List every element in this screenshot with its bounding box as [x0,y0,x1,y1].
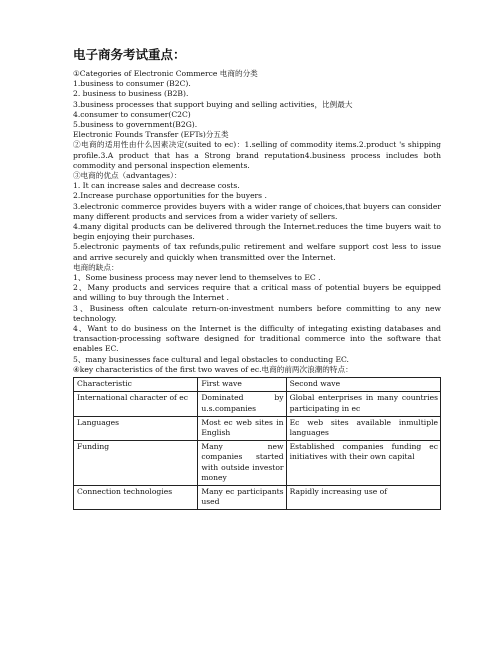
list-item: 4.consumer to consumer(C2C) [73,109,191,119]
table-cell: Rapidly increasing use of [286,485,440,509]
table-cell: Many ec participants used [198,485,286,509]
table-cell: Ec web sites available inmultiple languages [286,416,440,440]
table-row [74,416,441,440]
section-heading: 电商的缺点： [73,262,119,272]
section-waves [73,365,441,375]
list-item: 2、Many products and services require that a critical mass of potential buyers be equipped and willing to buy through the Internet . [73,283,441,303]
list-item: 1、Some business process may never lend to themselves to EC . [73,273,321,283]
table-cell: Funding [74,441,198,486]
section-disadvantages [73,263,441,365]
section-heading: ①Categories of Electronic Commerce 电商的分类 [73,69,258,78]
section-heading: ②电商的适用性由什么因素决定(suited to ec)：1.selling of commodity items.2.product 's shipping profile.3.A product that has a Strong brand reputation4.business process includes both commodity and personal inspection elements. [73,140,441,170]
table-cell: International character of ec [74,392,198,416]
section-suitability [73,140,441,171]
table-cell: Languages [74,416,198,440]
table-cell: Dominated by u.s.companies [198,392,286,416]
list-item: 3.business processes that support buying and selling activities，比例最大 [73,99,353,109]
table-header: Second wave [286,378,440,392]
table-row [74,392,441,416]
table-cell: Connection technologies [74,485,198,509]
table-cell: Most ec web sites in English [198,416,286,440]
section-advantages [73,171,441,263]
table-header: First wave [198,378,286,392]
section-heading: ③电商的优点（advantages）： [73,171,182,181]
list-item: 4、Want to do business on the Internet is the difficulty of integating existing databases and transaction-processing software designed for traditional commerce into the software that enables EC. [73,324,441,354]
table-row [74,441,441,486]
list-item: 2.Increase purchase opportunities for the buyers . [73,191,267,201]
list-item: Electronic Founds Transfer (EFTs)分五类 [73,130,229,140]
list-item: 5.business to government(B2G). [73,120,198,130]
document-title: 电子商务考试重点： [73,47,186,62]
list-item: 1. It can increase sales and decrease costs. [73,181,240,191]
document-page [73,46,441,510]
section-categories [73,69,441,140]
list-item: 4.many digital products can be delivered through the Internet.reduces the time buyers wait to begin enjoying their purchases. [73,222,441,242]
table-cell: Established companies funding ec initiatives with their own capital [286,441,440,486]
section-heading: ④key characteristics of the first two waves of ec.电商的前两次浪潮的特点： [73,364,353,374]
list-item: 2. business to business (B2B). [73,89,189,99]
table-cell: Global enterprises in many countries participating in ec [286,392,440,416]
list-item: 3、Business often calculate return-on-investment numbers before committing to any new technology. [73,303,441,323]
table-header-row [74,378,441,392]
list-item: 3.electronic commerce provides buyers with a wider range of choices,that buyers can consider many different products and services from a wider variety of sellers. [73,201,441,221]
list-item: 1.business to consumer (B2C). [73,79,191,89]
table-row [74,485,441,509]
list-item: 5.electronic payments of tax refunds,pulic retirement and welfare support cost less to issue and arrive securely and quickly when transmitted over the Internet. [73,242,441,262]
list-item: 5、many businesses face cultural and legal obstacles to conducting EC. [73,354,349,364]
waves-table [73,377,441,510]
table-header: Characteristic [74,378,198,392]
table-cell: Many new companies started with outside investor money [198,441,286,486]
